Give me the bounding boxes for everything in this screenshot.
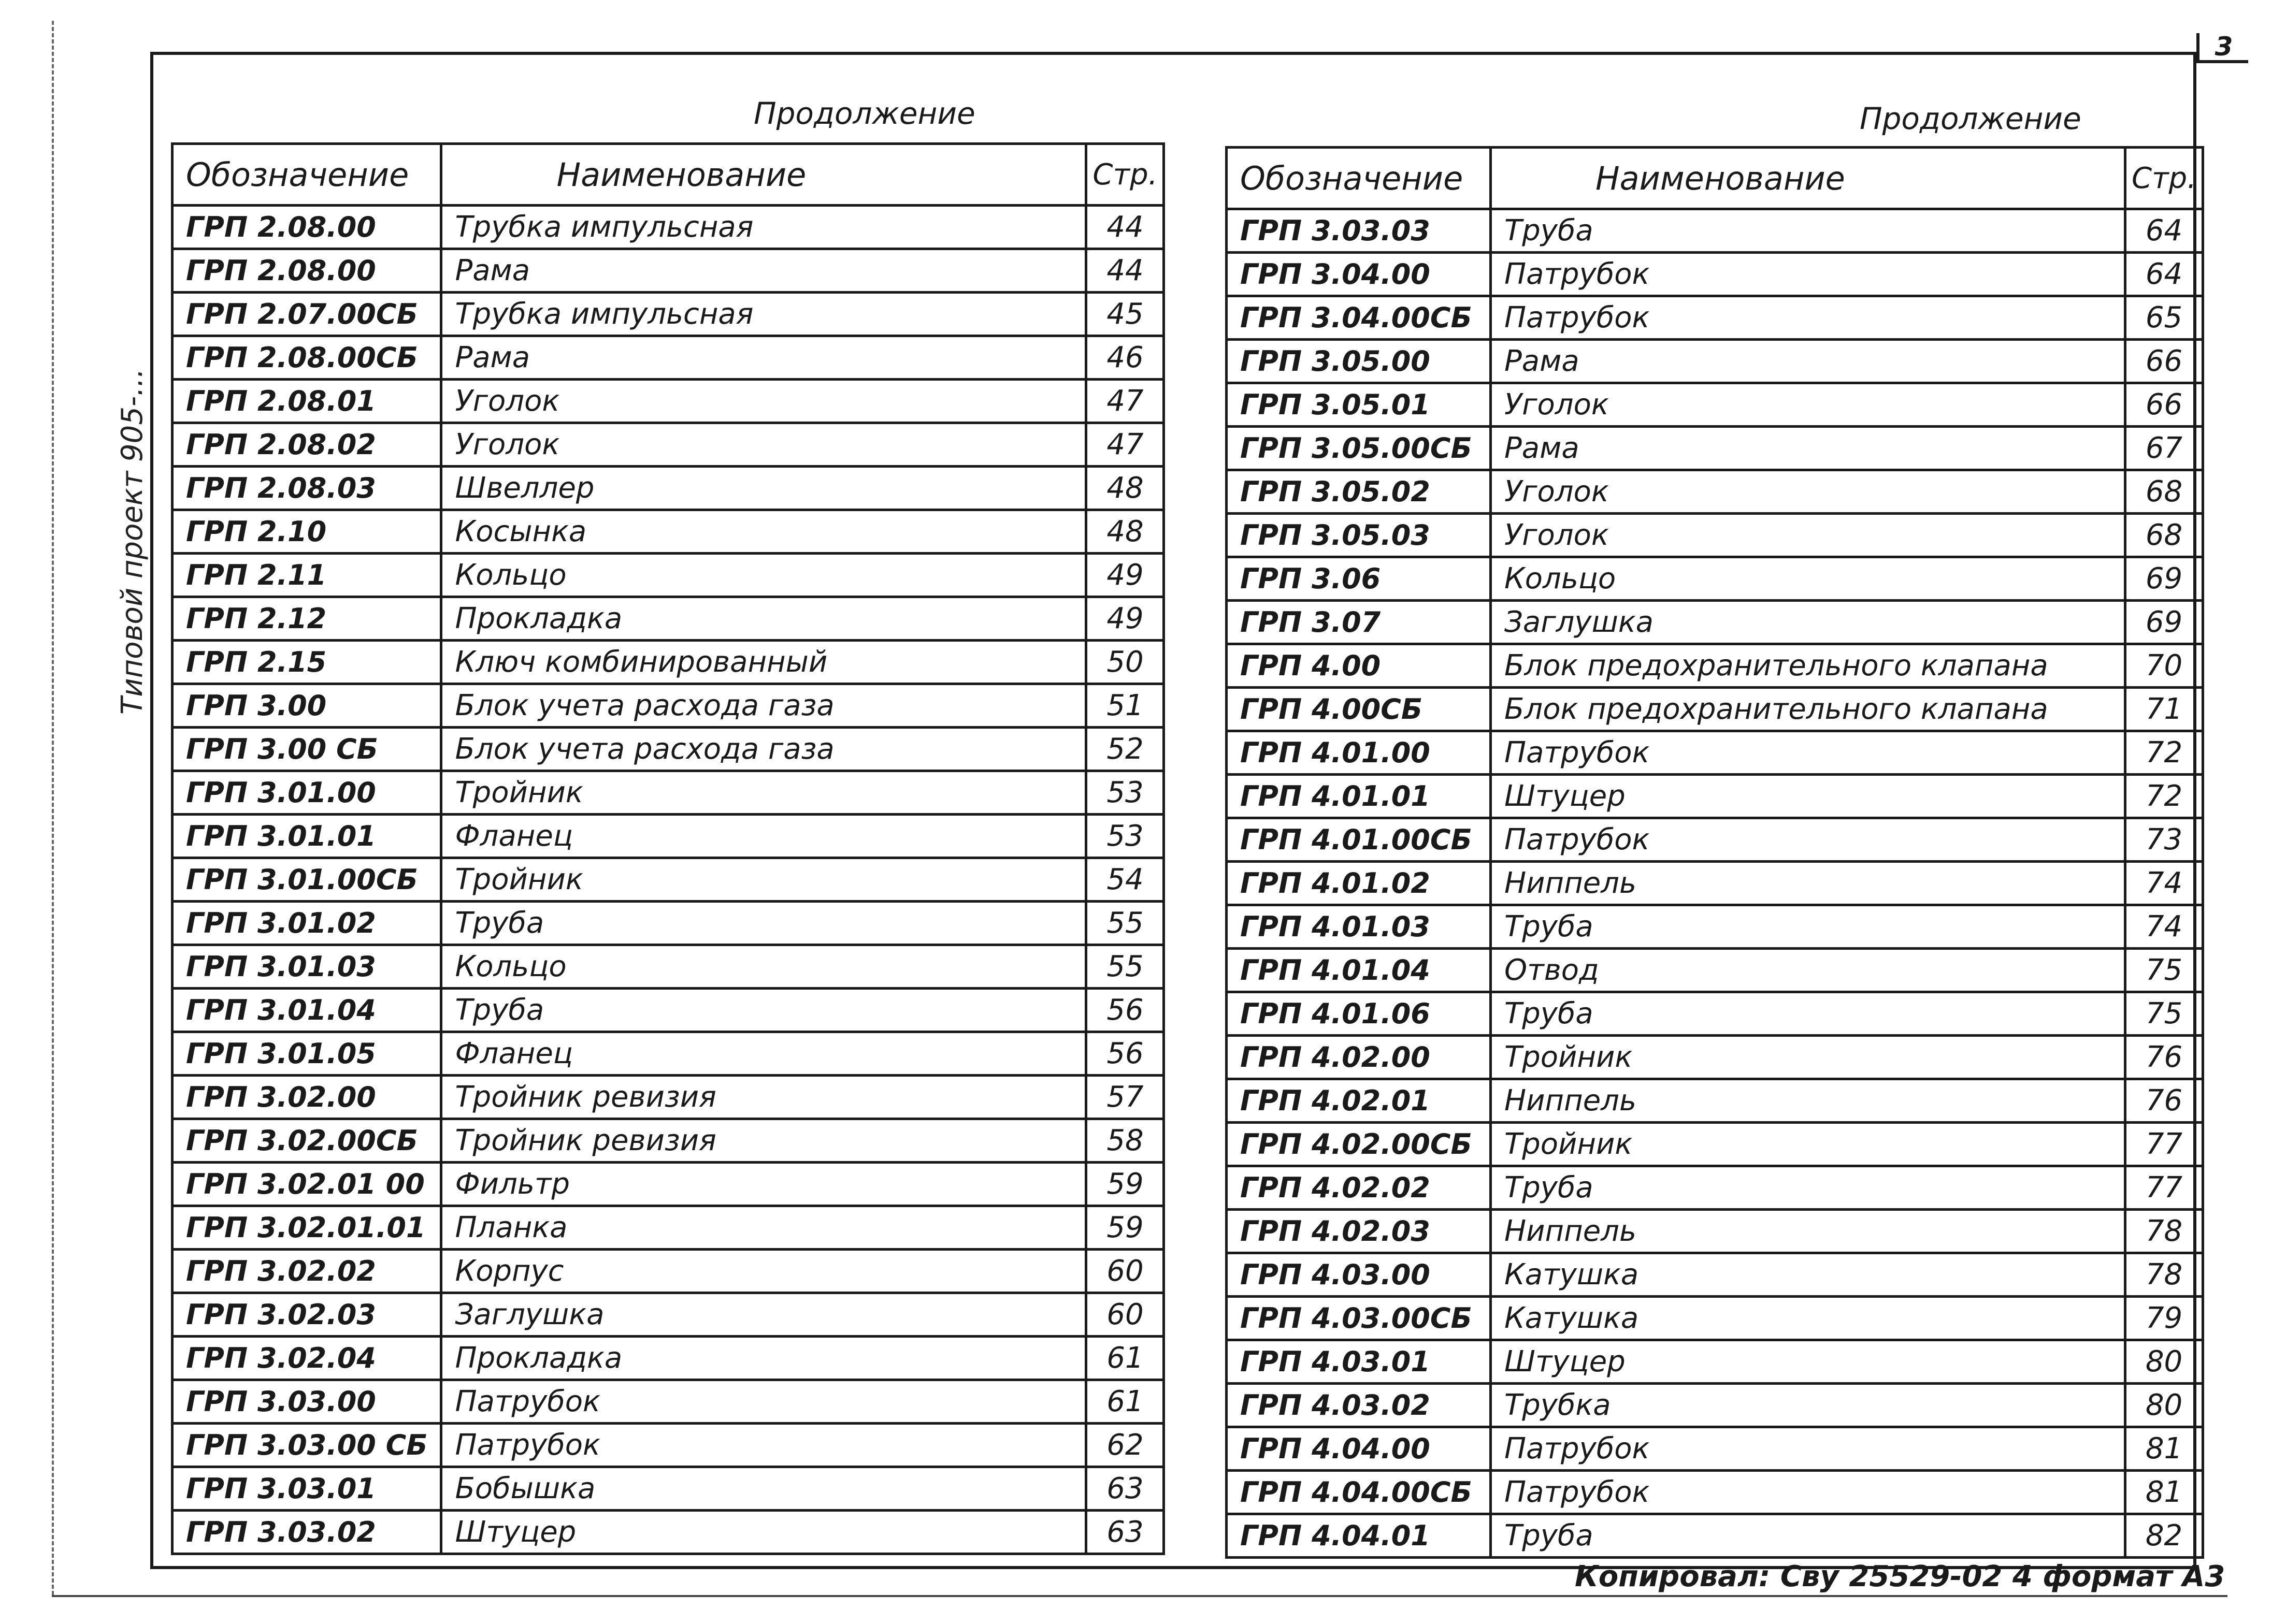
table-row <box>172 554 1164 597</box>
row-code: ГРП 4.04.00 <box>1227 1427 1491 1471</box>
row-name: Катушка <box>1491 1253 2125 1297</box>
row-page: 71 <box>2125 688 2203 731</box>
row-name: Ниппель <box>1491 862 2125 905</box>
row-code: ГРП 4.02.01 <box>1227 1079 1491 1123</box>
row-name: Патрубок <box>1491 818 2125 862</box>
row-name: Штуцер <box>1491 1340 2125 1384</box>
table-row <box>172 1337 1164 1380</box>
row-page: 59 <box>1086 1163 1164 1206</box>
row-page: 45 <box>1086 293 1164 336</box>
row-name: Уголок <box>1491 383 2125 427</box>
row-name: Косынка <box>441 510 1086 554</box>
table-row <box>172 1467 1164 1511</box>
row-page: 62 <box>1086 1424 1164 1467</box>
row-name: Блок предохранительного клапана <box>1491 644 2125 688</box>
table-row <box>1227 1166 2203 1210</box>
row-code: ГРП 4.03.02 <box>1227 1384 1491 1427</box>
row-name: Тройник <box>441 858 1086 902</box>
row-name: Ниппель <box>1491 1079 2125 1123</box>
table-row <box>172 641 1164 684</box>
row-code: ГРП 4.02.03 <box>1227 1210 1491 1253</box>
table-row <box>172 989 1164 1032</box>
row-page: 51 <box>1086 684 1164 728</box>
row-name: Блок учета расхода газа <box>441 728 1086 771</box>
side-stamp <box>109 0 155 735</box>
row-code: ГРП 4.03.01 <box>1227 1340 1491 1384</box>
table-row <box>172 1293 1164 1337</box>
table-row <box>1227 1514 2203 1558</box>
row-code: ГРП 2.08.00 <box>172 206 441 249</box>
table-row <box>1227 1471 2203 1514</box>
row-page: 74 <box>2125 862 2203 905</box>
row-code: ГРП 4.01.02 <box>1227 862 1491 905</box>
table-row <box>1227 1036 2203 1079</box>
row-name: Фильтр <box>441 1163 1086 1206</box>
row-name: Патрубок <box>1491 253 2125 296</box>
row-code: ГРП 2.12 <box>172 597 441 641</box>
row-page: 56 <box>1086 989 1164 1032</box>
row-code: ГРП 4.03.00СБ <box>1227 1297 1491 1340</box>
row-name: Корпус <box>441 1250 1086 1293</box>
table-header-row <box>172 144 1164 206</box>
row-code: ГРП 3.01.00 <box>172 771 441 815</box>
row-name: Рама <box>1491 340 2125 383</box>
row-page: 68 <box>2125 514 2203 557</box>
row-page: 58 <box>1086 1119 1164 1163</box>
table-row <box>1227 340 2203 383</box>
row-code: ГРП 3.05.00СБ <box>1227 427 1491 470</box>
row-page: 64 <box>2125 253 2203 296</box>
table-row <box>172 728 1164 771</box>
table-row <box>172 902 1164 945</box>
row-page: 47 <box>1086 423 1164 467</box>
table-row <box>1227 1253 2203 1297</box>
row-name: Фланец <box>441 1032 1086 1076</box>
header-name: Наименование <box>441 144 1086 206</box>
row-name: Бобышка <box>441 1467 1086 1511</box>
row-name: Рама <box>441 336 1086 380</box>
row-name: Трубка импульсная <box>441 293 1086 336</box>
row-code: ГРП 2.08.03 <box>172 467 441 510</box>
row-name: Блок учета расхода газа <box>441 684 1086 728</box>
row-code: ГРП 4.01.00СБ <box>1227 818 1491 862</box>
row-code: ГРП 3.00 СБ <box>172 728 441 771</box>
row-code: ГРП 2.08.00СБ <box>172 336 441 380</box>
row-name: Фланец <box>441 815 1086 858</box>
row-name: Прокладка <box>441 597 1086 641</box>
row-code: ГРП 3.00 <box>172 684 441 728</box>
row-page: 53 <box>1086 815 1164 858</box>
row-page: 50 <box>1086 641 1164 684</box>
row-name: Ниппель <box>1491 1210 2125 1253</box>
row-name: Уголок <box>441 423 1086 467</box>
table-row <box>172 684 1164 728</box>
table-row <box>1227 1297 2203 1340</box>
row-code: ГРП 3.04.00 <box>1227 253 1491 296</box>
row-page: 80 <box>2125 1384 2203 1427</box>
row-code: ГРП 4.01.04 <box>1227 949 1491 992</box>
header-name: Наименование <box>1491 148 2125 209</box>
row-code: ГРП 4.00СБ <box>1227 688 1491 731</box>
row-page: 48 <box>1086 510 1164 554</box>
row-name: Патрубок <box>1491 1471 2125 1514</box>
row-name: Трубка импульсная <box>441 206 1086 249</box>
row-code: ГРП 3.03.03 <box>1227 209 1491 253</box>
row-code: ГРП 2.15 <box>172 641 441 684</box>
row-name: Заглушка <box>441 1293 1086 1337</box>
row-code: ГРП 3.03.00 СБ <box>172 1424 441 1467</box>
row-name: Рама <box>1491 427 2125 470</box>
right-spec-table <box>1225 146 2204 1559</box>
row-code: ГРП 4.02.02 <box>1227 1166 1491 1210</box>
table-row <box>172 1250 1164 1293</box>
table-row <box>172 1119 1164 1163</box>
row-page: 72 <box>2125 775 2203 818</box>
row-code: ГРП 3.05.01 <box>1227 383 1491 427</box>
row-name: Штуцер <box>441 1511 1086 1554</box>
row-page: 55 <box>1086 902 1164 945</box>
row-code: ГРП 3.03.00 <box>172 1380 441 1424</box>
row-page: 72 <box>2125 731 2203 775</box>
table-row <box>1227 905 2203 949</box>
row-page: 63 <box>1086 1467 1164 1511</box>
table-row <box>172 249 1164 293</box>
row-name: Труба <box>441 989 1086 1032</box>
row-code: ГРП 3.04.00СБ <box>1227 296 1491 340</box>
row-code: ГРП 4.01.01 <box>1227 775 1491 818</box>
row-page: 81 <box>2125 1427 2203 1471</box>
row-name: Уголок <box>1491 470 2125 514</box>
row-page: 80 <box>2125 1340 2203 1384</box>
table-row <box>1227 731 2203 775</box>
right-table-body <box>1227 209 2203 1558</box>
row-code: ГРП 3.02.04 <box>172 1337 441 1380</box>
row-page: 47 <box>1086 380 1164 423</box>
row-code: ГРП 2.07.00СБ <box>172 293 441 336</box>
row-name: Патрубок <box>441 1380 1086 1424</box>
table-row <box>172 336 1164 380</box>
row-page: 57 <box>1086 1076 1164 1119</box>
table-row <box>1227 383 2203 427</box>
table-row <box>1227 949 2203 992</box>
row-code: ГРП 4.04.00СБ <box>1227 1471 1491 1514</box>
row-page: 61 <box>1086 1380 1164 1424</box>
header-code: Обозначение <box>172 144 441 206</box>
table-row <box>1227 601 2203 644</box>
table-row <box>172 467 1164 510</box>
table-row <box>1227 992 2203 1036</box>
left-table-body <box>172 206 1164 1554</box>
table-row <box>1227 1427 2203 1471</box>
row-page: 68 <box>2125 470 2203 514</box>
table-row <box>1227 644 2203 688</box>
row-name: Тройник <box>1491 1036 2125 1079</box>
row-name: Тройник ревизия <box>441 1119 1086 1163</box>
row-name: Штуцер <box>1491 775 2125 818</box>
row-page: 77 <box>2125 1123 2203 1166</box>
row-name: Тройник <box>441 771 1086 815</box>
page-number: 3 <box>2196 33 2248 63</box>
table-row <box>1227 427 2203 470</box>
row-code: ГРП 2.08.01 <box>172 380 441 423</box>
row-name: Кольцо <box>1491 557 2125 601</box>
table-row <box>1227 1079 2203 1123</box>
table-row <box>1227 296 2203 340</box>
row-page: 78 <box>2125 1210 2203 1253</box>
row-name: Труба <box>1491 1514 2125 1558</box>
row-name: Патрубок <box>1491 296 2125 340</box>
row-code: ГРП 3.01.05 <box>172 1032 441 1076</box>
table-row <box>1227 253 2203 296</box>
row-name: Кольцо <box>441 945 1086 989</box>
row-page: 81 <box>2125 1471 2203 1514</box>
row-name: Заглушка <box>1491 601 2125 644</box>
row-page: 76 <box>2125 1036 2203 1079</box>
row-page: 79 <box>2125 1297 2203 1340</box>
row-name: Труба <box>1491 992 2125 1036</box>
table-row <box>172 1163 1164 1206</box>
row-code: ГРП 3.06 <box>1227 557 1491 601</box>
table-row <box>1227 557 2203 601</box>
row-page: 52 <box>1086 728 1164 771</box>
header-page: Стр. <box>2125 148 2203 209</box>
row-name: Кольцо <box>441 554 1086 597</box>
row-page: 82 <box>2125 1514 2203 1558</box>
row-code: ГРП 3.05.00 <box>1227 340 1491 383</box>
row-page: 48 <box>1086 467 1164 510</box>
row-code: ГРП 3.02.03 <box>172 1293 441 1337</box>
header-page: Стр. <box>1086 144 1164 206</box>
row-page: 76 <box>2125 1079 2203 1123</box>
table-row <box>172 510 1164 554</box>
table-row <box>172 1032 1164 1076</box>
row-name: Труба <box>1491 209 2125 253</box>
row-page: 60 <box>1086 1293 1164 1337</box>
row-page: 73 <box>2125 818 2203 862</box>
row-name: Катушка <box>1491 1297 2125 1340</box>
row-code: ГРП 4.01.06 <box>1227 992 1491 1036</box>
row-code: ГРП 2.08.02 <box>172 423 441 467</box>
row-code: ГРП 4.04.01 <box>1227 1514 1491 1558</box>
row-page: 54 <box>1086 858 1164 902</box>
row-page: 53 <box>1086 771 1164 815</box>
side-stamp-project: Типовой проект 905-... <box>115 368 149 715</box>
row-name: Труба <box>1491 905 2125 949</box>
row-name: Прокладка <box>441 1337 1086 1380</box>
row-page: 49 <box>1086 554 1164 597</box>
row-code: ГРП 4.02.00 <box>1227 1036 1491 1079</box>
table-row <box>172 206 1164 249</box>
row-page: 65 <box>2125 296 2203 340</box>
table-row <box>1227 1384 2203 1427</box>
row-name: Ключ комбинированный <box>441 641 1086 684</box>
row-code: ГРП 3.01.00СБ <box>172 858 441 902</box>
table-row <box>172 771 1164 815</box>
row-page: 56 <box>1086 1032 1164 1076</box>
row-page: 75 <box>2125 992 2203 1036</box>
copy-stamp: Копировал: Сву 25529-02 4 формат А3 <box>1575 1560 2225 1593</box>
table-row <box>172 293 1164 336</box>
row-name: Планка <box>441 1206 1086 1250</box>
row-page: 69 <box>2125 557 2203 601</box>
row-page: 44 <box>1086 249 1164 293</box>
row-page: 78 <box>2125 1253 2203 1297</box>
table-row <box>172 1511 1164 1554</box>
row-page: 60 <box>1086 1250 1164 1293</box>
header-code: Обозначение <box>1227 148 1491 209</box>
row-code: ГРП 3.02.00 <box>172 1076 441 1119</box>
row-page: 46 <box>1086 336 1164 380</box>
row-page: 66 <box>2125 383 2203 427</box>
right-continuation-label: Продолжение <box>1860 101 2081 136</box>
table-row <box>172 423 1164 467</box>
row-code: ГРП 3.02.00СБ <box>172 1119 441 1163</box>
row-name: Блок предохранительного клапана <box>1491 688 2125 731</box>
table-row <box>1227 209 2203 253</box>
table-row <box>172 1206 1164 1250</box>
row-code: ГРП 3.01.02 <box>172 902 441 945</box>
table-row <box>172 1424 1164 1467</box>
row-name: Патрубок <box>1491 731 2125 775</box>
row-page: 75 <box>2125 949 2203 992</box>
binding-margin-line <box>52 21 54 1595</box>
row-page: 44 <box>1086 206 1164 249</box>
row-code: ГРП 3.03.01 <box>172 1467 441 1511</box>
row-code: ГРП 4.03.00 <box>1227 1253 1491 1297</box>
row-page: 69 <box>2125 601 2203 644</box>
table-row <box>1227 1123 2203 1166</box>
row-page: 59 <box>1086 1206 1164 1250</box>
row-page: 61 <box>1086 1337 1164 1380</box>
table-row <box>1227 775 2203 818</box>
left-spec-table <box>171 142 1165 1555</box>
table-row <box>172 1380 1164 1424</box>
row-code: ГРП 3.07 <box>1227 601 1491 644</box>
table-row <box>172 380 1164 423</box>
row-name: Швеллер <box>441 467 1086 510</box>
row-name: Уголок <box>441 380 1086 423</box>
row-page: 55 <box>1086 945 1164 989</box>
row-page: 64 <box>2125 209 2203 253</box>
table-row <box>1227 1210 2203 1253</box>
row-code: ГРП 4.02.00СБ <box>1227 1123 1491 1166</box>
row-name: Трубка <box>1491 1384 2125 1427</box>
row-code: ГРП 3.03.02 <box>172 1511 441 1554</box>
row-code: ГРП 3.01.04 <box>172 989 441 1032</box>
table-row <box>1227 514 2203 557</box>
row-code: ГРП 2.08.00 <box>172 249 441 293</box>
bottom-margin-line <box>52 1595 2227 1597</box>
table-row <box>1227 1340 2203 1384</box>
row-name: Рама <box>441 249 1086 293</box>
row-code: ГРП 3.01.03 <box>172 945 441 989</box>
row-page: 70 <box>2125 644 2203 688</box>
row-name: Труба <box>1491 1166 2125 1210</box>
row-code: ГРП 3.05.03 <box>1227 514 1491 557</box>
row-page: 49 <box>1086 597 1164 641</box>
row-name: Тройник <box>1491 1123 2125 1166</box>
row-code: ГРП 3.05.02 <box>1227 470 1491 514</box>
row-code: ГРП 4.00 <box>1227 644 1491 688</box>
row-code: ГРП 3.02.02 <box>172 1250 441 1293</box>
row-code: ГРП 3.02.01.01 <box>172 1206 441 1250</box>
row-name: Уголок <box>1491 514 2125 557</box>
table-row <box>172 945 1164 989</box>
left-continuation-label: Продолжение <box>754 96 975 131</box>
row-name: Труба <box>441 902 1086 945</box>
row-code: ГРП 4.01.00 <box>1227 731 1491 775</box>
row-page: 67 <box>2125 427 2203 470</box>
row-page: 77 <box>2125 1166 2203 1210</box>
table-row <box>172 1076 1164 1119</box>
table-row <box>172 597 1164 641</box>
row-page: 66 <box>2125 340 2203 383</box>
row-code: ГРП 2.11 <box>172 554 441 597</box>
row-code: ГРП 3.01.01 <box>172 815 441 858</box>
table-row <box>1227 818 2203 862</box>
row-name: Патрубок <box>1491 1427 2125 1471</box>
row-page: 63 <box>1086 1511 1164 1554</box>
table-row <box>1227 862 2203 905</box>
row-name: Тройник ревизия <box>441 1076 1086 1119</box>
row-page: 74 <box>2125 905 2203 949</box>
table-row <box>1227 688 2203 731</box>
row-code: ГРП 4.01.03 <box>1227 905 1491 949</box>
table-row <box>1227 470 2203 514</box>
row-code: ГРП 3.02.01 00 <box>172 1163 441 1206</box>
table-row <box>172 858 1164 902</box>
row-name: Патрубок <box>441 1424 1086 1467</box>
table-row <box>172 815 1164 858</box>
row-code: ГРП 2.10 <box>172 510 441 554</box>
table-header-row <box>1227 148 2203 209</box>
row-name: Отвод <box>1491 949 2125 992</box>
